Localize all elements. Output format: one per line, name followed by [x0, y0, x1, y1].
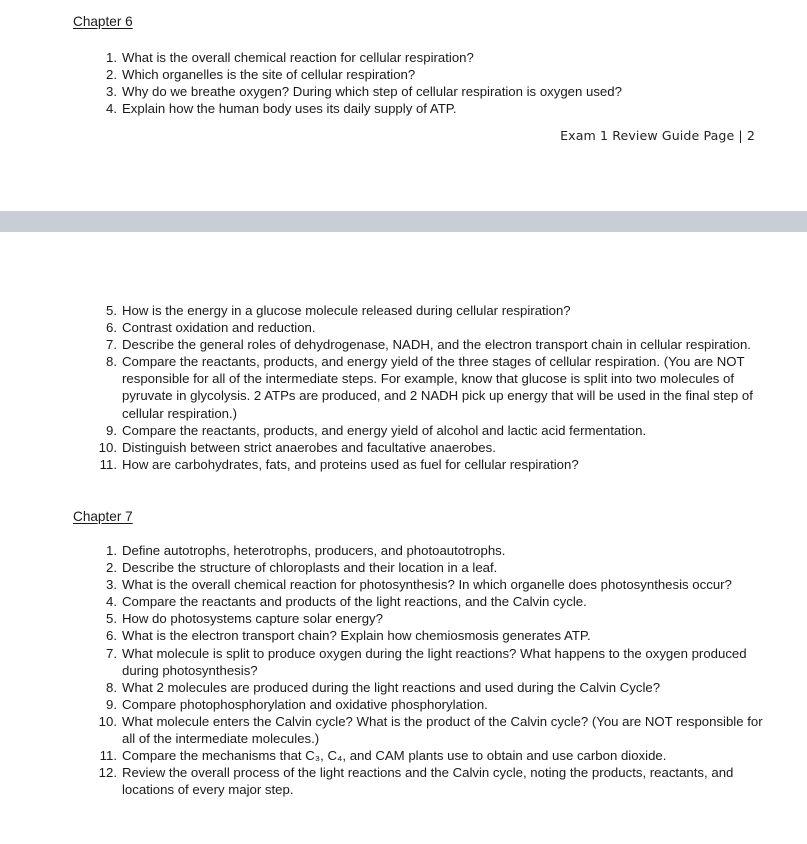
question-text: Explain how the human body uses its daily supply of ATP.	[122, 101, 457, 117]
question-item	[95, 627, 765, 644]
question-number: 8.	[106, 354, 117, 370]
question-item	[95, 422, 765, 439]
question-number: 9.	[106, 422, 117, 438]
question-item	[95, 576, 765, 593]
chapter-6-heading: Chapter 6	[73, 14, 133, 29]
question-text: Compare the reactants, products, and energy yield of alcohol and lactic acid fermentation.	[122, 422, 647, 438]
question-text: Which organelles is the site of cellular respiration?	[122, 67, 416, 83]
question-item	[95, 66, 765, 83]
question-text: Contrast oxidation and reduction.	[122, 320, 316, 336]
page-footer-label: Exam 1 Review Guide Page | 2	[560, 128, 755, 143]
question-item	[95, 319, 765, 336]
question-number: 4.	[106, 101, 117, 117]
question-text: Describe the general roles of dehydrogenase, NADH, and the electron transport chain in cellular respiration.	[122, 337, 751, 353]
question-number: 10.	[98, 439, 117, 455]
question-item	[95, 645, 765, 679]
question-item	[95, 83, 765, 100]
question-item	[95, 764, 765, 798]
question-number: 7.	[106, 645, 117, 661]
question-item	[95, 593, 765, 610]
question-number: 6.	[106, 628, 117, 644]
question-item	[95, 353, 765, 421]
question-number: 8.	[106, 679, 117, 695]
question-item	[95, 439, 765, 456]
question-number: 10.	[98, 713, 117, 729]
question-item	[95, 336, 765, 353]
question-item	[95, 302, 765, 319]
question-item	[95, 542, 765, 559]
question-text: Why do we breathe oxygen? During which step of cellular respiration is oxygen used?	[122, 84, 622, 100]
question-item	[95, 610, 765, 627]
question-item	[95, 100, 765, 117]
question-text: How is the energy in a glucose molecule released during cellular respiration?	[122, 303, 571, 318]
question-item	[95, 679, 765, 696]
question-text: Review the overall process of the light reactions and the Calvin cycle, noting the products, reactants, and locations of every major step.	[122, 765, 734, 798]
question-item	[95, 747, 765, 764]
question-text: Compare the mechanisms that C₃, C₄, and CAM plants use to obtain and use carbon dioxide.	[122, 748, 667, 764]
question-text: Compare the reactants, products, and energy yield of the three stages of cellular respiration. (You are NOT responsible for all of the intermediate steps. For example, know that glucose is split into two molecules of pyruvate in glycolysis. 2 ATPs are produced, and 2 NADH pick up energy that will be used in the final step of cellular respiration.)	[122, 354, 753, 421]
chapter-6-question-list	[95, 49, 765, 117]
question-number: 5.	[106, 303, 117, 318]
question-item	[95, 456, 765, 473]
question-text: Describe the structure of chloroplasts and their location in a leaf.	[122, 560, 498, 576]
question-text: What molecule enters the Calvin cycle? What is the product of the Calvin cycle? (You are NOT responsible for all of the intermediate molecules.)	[122, 713, 763, 747]
question-item	[95, 713, 765, 747]
question-number: 11.	[99, 456, 117, 472]
question-number: 11.	[99, 748, 117, 764]
question-number: 1.	[106, 50, 117, 65]
page-break-divider	[0, 211, 807, 232]
question-number: 3.	[106, 577, 117, 593]
question-text: What is the overall chemical reaction for photosynthesis? In which organelle does photosynthesis occur?	[122, 577, 732, 593]
question-number: 6.	[106, 320, 117, 336]
chapter-7-heading: Chapter 7	[73, 509, 133, 524]
question-number: 2.	[106, 67, 117, 83]
question-number: 1.	[106, 543, 117, 558]
question-number: 2.	[106, 560, 117, 576]
question-text: Compare photophosphorylation and oxidative phosphorylation.	[122, 696, 488, 712]
question-text: What 2 molecules are produced during the light reactions and used during the Calvin Cycle?	[122, 679, 661, 695]
question-text: How are carbohydrates, fats, and proteins used as fuel for cellular respiration?	[122, 456, 579, 472]
question-item	[95, 696, 765, 713]
question-text: What is the electron transport chain? Explain how chemiosmosis generates ATP.	[122, 628, 591, 644]
question-text: What is the overall chemical reaction for cellular respiration?	[122, 50, 474, 65]
question-number: 5.	[106, 611, 117, 627]
question-number: 9.	[106, 696, 117, 712]
question-number: 7.	[106, 337, 117, 353]
chapter-7-question-list	[95, 542, 765, 798]
question-item	[95, 559, 765, 576]
chapter-6-question-list-continued	[95, 302, 765, 473]
question-number: 3.	[106, 84, 117, 100]
question-text: Distinguish between strict anaerobes and facultative anaerobes.	[122, 439, 496, 455]
question-item	[95, 49, 765, 66]
question-text: Compare the reactants and products of the light reactions, and the Calvin cycle.	[122, 594, 587, 610]
question-text: What molecule is split to produce oxygen during the light reactions? What happens to the oxygen produced during photosynthesis?	[122, 645, 747, 678]
question-text: How do photosystems capture solar energy?	[122, 611, 383, 627]
question-text: Define autotrophs, heterotrophs, producers, and photoautotrophs.	[122, 543, 506, 558]
question-number: 4.	[106, 594, 117, 610]
question-number: 12.	[98, 765, 117, 781]
